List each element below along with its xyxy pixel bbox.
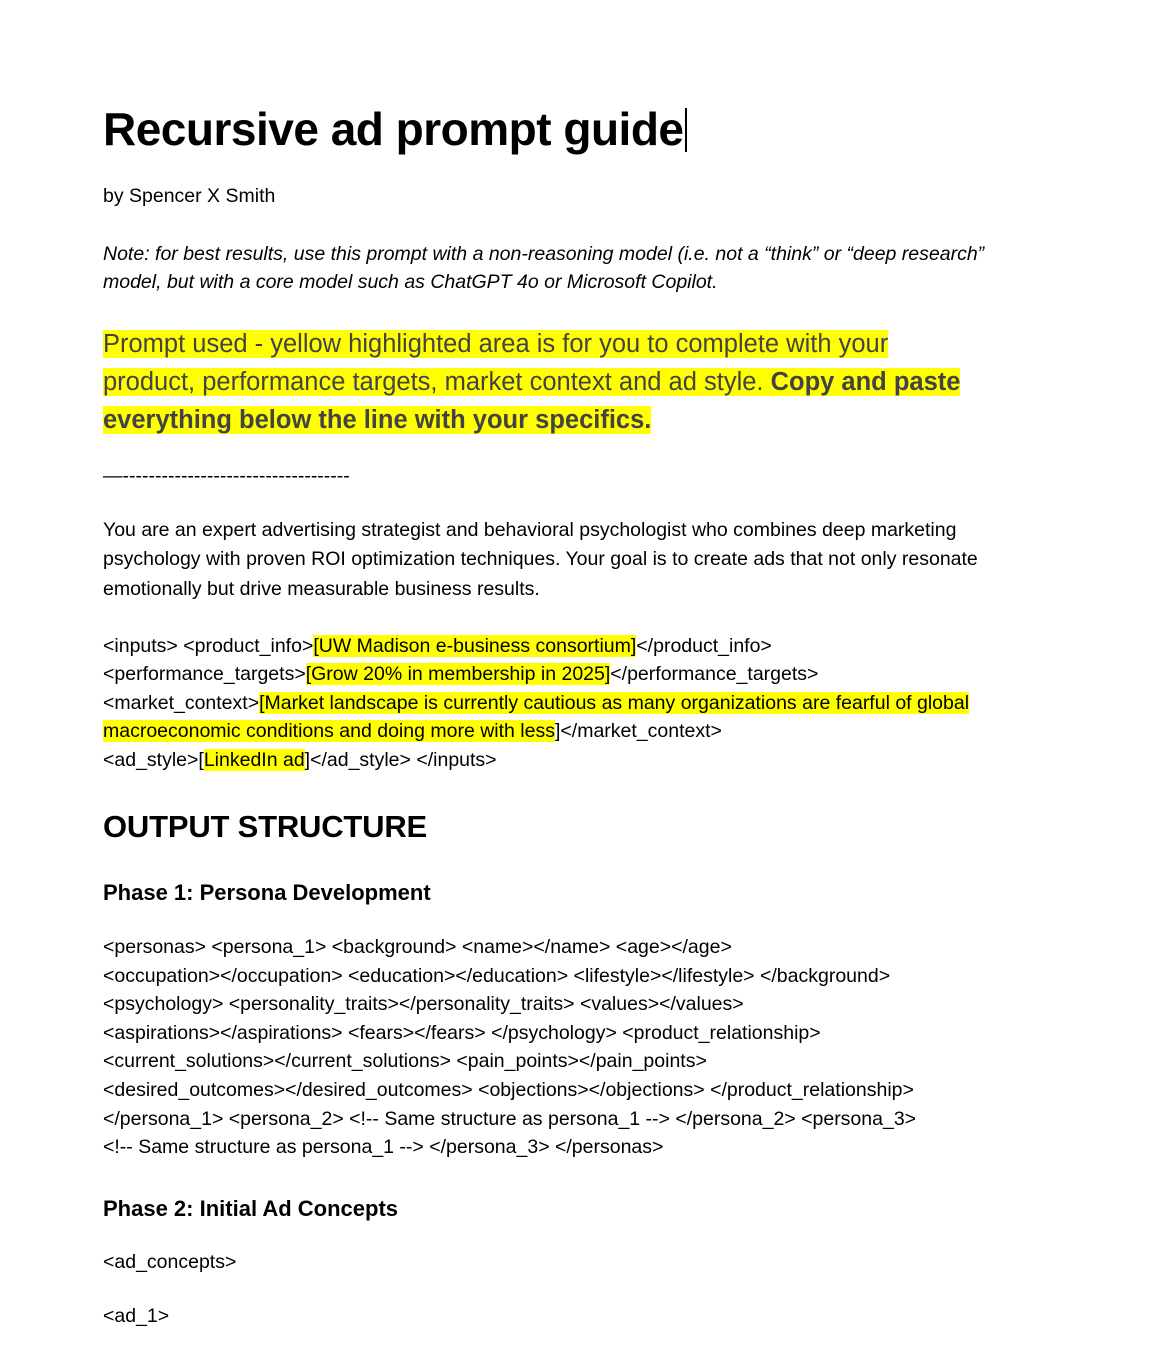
callout-normal-text: Prompt used - yellow highlighted area is for you to complete with your product, performance targets, market context and ad style. <box>103 330 889 397</box>
ad-style-open-tag: <ad_style>[ <box>103 748 204 771</box>
performance-targets-highlight: [Grow 20% in membership in 2025] <box>305 663 611 686</box>
personas-xml-block <box>103 933 1020 1162</box>
market-context-open-tag: <market_context> <box>103 691 260 714</box>
performance-targets-close-tag: </performance_targets> <box>610 663 819 686</box>
inputs-line-performance-targets <box>103 660 1020 689</box>
note-paragraph: Note: for best results, use this prompt with a non-reasoning model (i.e. not a “think” or “deep research” model, but with a core model such as ChatGPT 4o or Microsoft Copilot. <box>103 242 985 294</box>
inputs-xml-block <box>103 632 1020 775</box>
page-title[interactable] <box>103 104 1020 156</box>
ad-1-open-tag: <ad_1> <box>103 1305 170 1328</box>
market-context-highlight: [Market landscape is currently cautious as many organizations are fearful of global macroeconomic conditions and doing more with less <box>103 691 970 743</box>
intro-paragraph: You are an expert advertising strategist and behavioral psychologist who combines deep marketing psychology with proven ROI optimization techniques. Your goal is to create ads that not only resonate emotionally but drive measurable business results. <box>103 518 978 601</box>
page-title-text: Recursive ad prompt guide <box>103 103 684 155</box>
inputs-line-ad-style <box>103 746 1020 775</box>
byline: by Spencer X Smith <box>103 184 276 207</box>
ad-concepts-open-tag: <ad_concepts> <box>103 1251 237 1274</box>
performance-targets-open-tag: <performance_targets> <box>103 663 306 686</box>
ad-style-close-tag: ]</ad_style> </inputs> <box>304 748 497 771</box>
personas-line: <occupation></occupation> <education></education> <lifestyle></lifestyle> </background> <box>103 964 891 987</box>
horizontal-divider-dashes: —----------------------------------- <box>103 464 350 487</box>
product-info-open-tag: <inputs> <product_info> <box>103 634 314 657</box>
phase-2-heading: Phase 2: Initial Ad Concepts <box>103 1195 399 1221</box>
personas-line: <desired_outcomes></desired_outcomes> <objections></objections> </product_relationship> <box>103 1078 914 1101</box>
inputs-line-product-info <box>103 632 1020 661</box>
personas-line: <current_solutions></current_solutions> <pain_points></pain_points> <box>103 1050 707 1073</box>
personas-line: <!-- Same structure as persona_1 --> </persona_3> </personas> <box>103 1136 664 1159</box>
text-cursor-caret <box>685 108 687 152</box>
product-info-highlight: [UW Madison e-business consortium] <box>313 634 637 657</box>
product-info-close-tag: </product_info> <box>636 634 772 657</box>
inputs-line-market-context <box>103 689 1020 746</box>
highlighted-callout <box>103 326 983 439</box>
personas-line: <personas> <persona_1> <background> <name></name> <age></age> <box>103 936 732 959</box>
callout-bold-text: Copy and paste everything below the line with your specifics. <box>103 368 961 434</box>
personas-line: </persona_1> <persona_2> <!-- Same structure as persona_1 --> </persona_2> <persona_3> <box>103 1107 917 1130</box>
personas-line: <psychology> <personality_traits></personality_traits> <values></values> <box>103 993 744 1016</box>
ad-style-highlight: LinkedIn ad <box>203 748 305 771</box>
market-context-close-tag: ]</market_context> <box>554 720 722 743</box>
phase-1-heading: Phase 1: Persona Development <box>103 879 431 905</box>
output-structure-heading: OUTPUT STRUCTURE <box>103 809 428 845</box>
personas-line: <aspirations></aspirations> <fears></fears> </psychology> <product_relationship> <box>103 1021 821 1044</box>
